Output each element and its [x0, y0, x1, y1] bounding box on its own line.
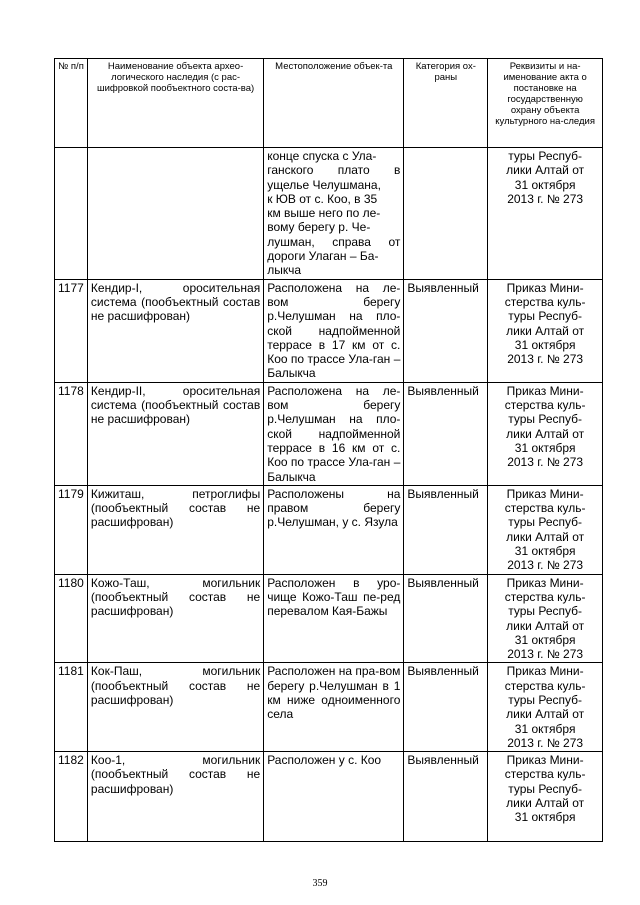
act-line: лики Алтай от: [506, 707, 585, 722]
act-line: стерства куль-: [504, 501, 586, 516]
act-line: 2013 г. № 273: [507, 455, 584, 470]
location-cell: Расположен на пра-вом берегу р.Челушман в 1 км ниже одноименного села: [264, 663, 404, 752]
row-number-cell: 1181: [55, 663, 88, 752]
table-row: [55, 382, 603, 485]
act-line: 2013 г. № 273: [507, 352, 584, 367]
act-cell: [488, 663, 603, 752]
table-header-row: [55, 59, 603, 148]
continuation-location-line: к ЮВ от с. Коо, в 35: [267, 191, 378, 206]
act-line: туры Респуб-: [508, 692, 583, 707]
continuation-number-cell: [55, 148, 88, 280]
continuation-act-line: лики Алтай от: [506, 163, 585, 178]
location-cell: Расположена на ле-вом берегу р.Челушман на пло-ской надпойменной террасе в 16 км от с. Коо по трассе Ула-ган – Балыкча: [264, 382, 404, 485]
row-number-cell: 1179: [55, 485, 88, 574]
act-line: стерства куль-: [504, 294, 586, 309]
act-line: Приказ Мини-: [506, 575, 584, 590]
category-cell: Выявленный: [404, 663, 488, 752]
act-line: туры Респуб-: [508, 412, 583, 427]
location-cell: Расположен в уро-чище Кожо-Таш пе-ред перевалом Кая-Бажы: [264, 574, 404, 663]
location-cell: Расположены на правом берегу р.Челушман, у с. Язула: [264, 485, 404, 574]
category-cell: Выявленный: [404, 382, 488, 485]
continuation-location-line: лушман, справа от: [267, 234, 401, 249]
heritage-register-table: [54, 58, 603, 842]
act-line: Приказ Мини-: [506, 280, 584, 295]
continuation-location-cell: [264, 148, 404, 280]
continuation-name-cell: [87, 148, 263, 280]
act-line: 31 октября: [514, 810, 576, 825]
act-line: 31 октября: [514, 632, 576, 647]
continuation-location-line: км выше него по ле-: [267, 206, 381, 221]
act-cell: [488, 752, 603, 842]
continuation-category-cell: [404, 148, 488, 280]
act-line: стерства куль-: [504, 398, 586, 413]
act-line: 2013 г. № 273: [507, 647, 584, 662]
act-line: Приказ Мини-: [506, 383, 584, 398]
act-line: лики Алтай от: [506, 618, 585, 633]
act-line: Приказ Мини-: [506, 486, 584, 501]
act-cell: [488, 382, 603, 485]
location-cell: Расположен у с. Коо: [264, 752, 404, 842]
location-cell: Расположена на ле-вом берегу р.Челушман на пло-ской надпойменной террасе в 17 км от с. Коо по трассе Ула-ган – Балыкча: [264, 279, 404, 382]
act-cell: [488, 485, 603, 574]
act-line: стерства куль-: [504, 678, 586, 693]
table-row: [55, 485, 603, 574]
act-line: лики Алтай от: [506, 426, 585, 441]
act-line: лики Алтай от: [506, 796, 585, 811]
table-row: [55, 574, 603, 663]
act-line: туры Респуб-: [508, 309, 583, 324]
act-line: туры Респуб-: [508, 604, 583, 619]
act-line: 31 октября: [514, 440, 576, 455]
table-row: [55, 279, 603, 382]
object-name-cell: Кок-Паш, могильник (пообъектный состав не расшифрован): [87, 663, 263, 752]
continuation-act-line: 31 октября: [514, 177, 576, 192]
continuation-location-line: ганского плато в: [267, 163, 401, 178]
act-line: стерства куль-: [504, 767, 586, 782]
continuation-location-line: конце спуска с Ула-: [267, 149, 377, 163]
continuation-act-cell: [488, 148, 603, 280]
category-cell: Выявленный: [404, 485, 488, 574]
act-line: 31 октября: [514, 544, 576, 559]
table-row: [55, 752, 603, 842]
continuation-act-line: туры Респуб-: [508, 149, 583, 163]
row-number-cell: 1180: [55, 574, 88, 663]
category-cell: Выявленный: [404, 574, 488, 663]
header-act: Реквизиты и на-именование акта о постановке на государственную охрану объекта культурного на-следия: [488, 59, 603, 148]
category-cell: Выявленный: [404, 279, 488, 382]
object-name-cell: Кендир-I, оросительная система (пообъектный состав не расшифрован): [87, 279, 263, 382]
header-category: Категория ох-раны: [404, 59, 488, 148]
continuation-act-line: 2013 г. № 273: [507, 191, 584, 206]
category-cell: Выявленный: [404, 752, 488, 842]
row-number-cell: 1182: [55, 752, 88, 842]
continuation-location-line: лыкча: [267, 263, 302, 278]
act-line: 2013 г. № 273: [507, 735, 584, 750]
object-name-cell: Кожо-Таш, могильник (пообъектный состав не расшифрован): [87, 574, 263, 663]
act-line: Приказ Мини-: [506, 753, 584, 768]
object-name-cell: Коо-1, могильник (пообъектный состав не расшифрован): [87, 752, 263, 842]
act-line: 31 октября: [514, 721, 576, 736]
act-line: туры Респуб-: [508, 781, 583, 796]
act-line: 31 октября: [514, 337, 576, 352]
header-location: Местоположение объек-та: [264, 59, 404, 148]
act-line: туры Респуб-: [508, 515, 583, 530]
row-number-cell: 1178: [55, 382, 88, 485]
object-name-cell: Кижиташ, петроглифы (пообъектный состав не расшифрован): [87, 485, 263, 574]
continuation-location-line: вому берегу р. Че-: [267, 220, 371, 235]
act-line: 2013 г. № 273: [507, 558, 584, 573]
act-line: стерства куль-: [504, 589, 586, 604]
act-cell: [488, 279, 603, 382]
act-line: Приказ Мини-: [506, 664, 584, 679]
table-row: [55, 663, 603, 752]
continuation-location-line: ущелье Челушмана,: [267, 177, 381, 192]
row-number-cell: 1177: [55, 279, 88, 382]
header-number: № п/п: [55, 59, 88, 148]
page-number: 359: [312, 878, 328, 889]
object-name-cell: Кендир-II, оросительная система (пообъектный состав не расшифрован): [87, 382, 263, 485]
continuation-row: [55, 148, 603, 280]
act-line: лики Алтай от: [506, 323, 585, 338]
act-cell: [488, 574, 603, 663]
act-line: лики Алтай от: [506, 529, 585, 544]
header-object-name: Наименование объекта архео-логического наследия (с рас-шифровкой пообъектного соста-ва): [87, 59, 263, 148]
continuation-location-line: дороги Улаган – Ба-: [267, 249, 379, 264]
